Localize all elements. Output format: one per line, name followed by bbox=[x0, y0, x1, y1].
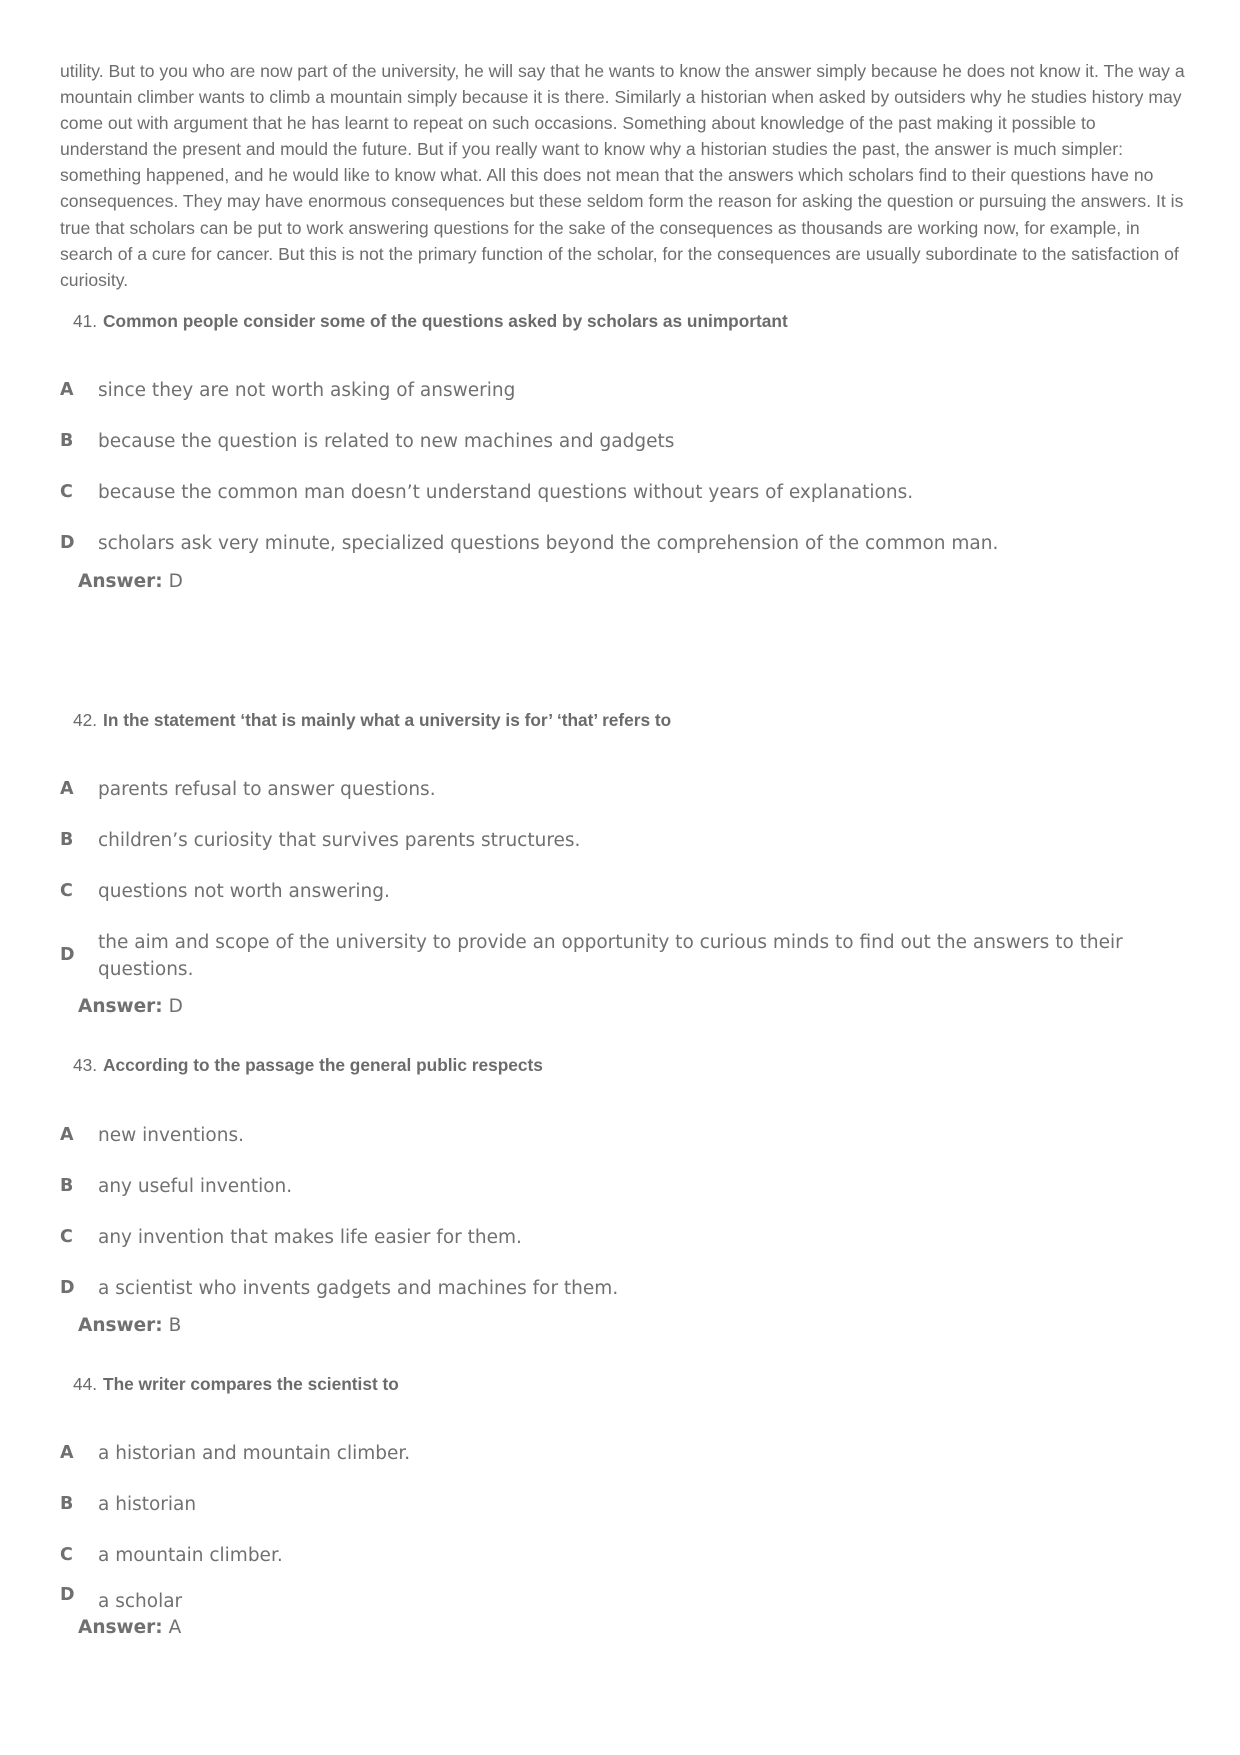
option-text: questions not worth answering. bbox=[98, 881, 390, 902]
option-letter: B bbox=[60, 1176, 74, 1196]
option-letter: A bbox=[60, 1443, 74, 1463]
option-text: new inventions. bbox=[98, 1125, 244, 1146]
option-letter: B bbox=[60, 1494, 74, 1514]
option-letter: A bbox=[60, 1125, 74, 1145]
answer-44 bbox=[78, 1617, 181, 1638]
option-letter: C bbox=[60, 881, 73, 901]
question-text: In the statement ‘that is mainly what a university is for’ ‘that’ refers to bbox=[103, 710, 672, 730]
option-letter: B bbox=[60, 431, 74, 451]
option-text: since they are not worth asking of answering bbox=[98, 380, 516, 401]
option-42-a[interactable] bbox=[60, 776, 1170, 803]
option-text: scholars ask very minute, specialized questions beyond the comprehension of the common man. bbox=[98, 533, 999, 554]
option-text: because the common man doesn’t understand questions without years of explanations. bbox=[98, 482, 914, 503]
option-letter: A bbox=[60, 779, 74, 799]
answer-label: Answer: bbox=[78, 1315, 163, 1336]
option-41-d[interactable] bbox=[60, 530, 1170, 557]
option-letter: C bbox=[60, 1545, 73, 1565]
option-42-b[interactable] bbox=[60, 827, 1170, 854]
option-letter: D bbox=[60, 945, 75, 965]
answer-value: A bbox=[168, 1617, 182, 1638]
option-44-a[interactable] bbox=[60, 1440, 1170, 1467]
option-text: the aim and scope of the university to provide an opportunity to curious minds to find out the answers to their questions. bbox=[98, 932, 1123, 980]
option-41-b[interactable] bbox=[60, 428, 1170, 455]
option-text: a historian bbox=[98, 1494, 197, 1515]
question-number: 42. bbox=[73, 710, 98, 730]
question-number: 43. bbox=[73, 1055, 98, 1075]
option-text: because the question is related to new machines and gadgets bbox=[98, 431, 675, 452]
option-44-b[interactable] bbox=[60, 1491, 1170, 1518]
answer-label: Answer: bbox=[78, 1617, 163, 1638]
option-text: a scientist who invents gadgets and machines for them. bbox=[98, 1278, 619, 1299]
question-number: 41. bbox=[73, 311, 98, 331]
answer-43 bbox=[78, 1315, 181, 1336]
answer-41 bbox=[78, 571, 183, 592]
option-41-a[interactable] bbox=[60, 377, 1170, 404]
option-text: a mountain climber. bbox=[98, 1545, 283, 1566]
option-43-a[interactable] bbox=[60, 1122, 1170, 1149]
option-44-c[interactable] bbox=[60, 1542, 1170, 1569]
answer-value: D bbox=[168, 571, 183, 592]
option-letter: D bbox=[60, 533, 75, 553]
question-41 bbox=[73, 311, 788, 332]
option-text: any invention that makes life easier for them. bbox=[98, 1227, 522, 1248]
option-text: a scholar bbox=[98, 1591, 183, 1612]
answer-value: B bbox=[168, 1315, 182, 1336]
option-43-d[interactable] bbox=[60, 1275, 1170, 1302]
question-43 bbox=[73, 1055, 543, 1076]
option-text: parents refusal to answer questions. bbox=[98, 779, 436, 800]
answer-label: Answer: bbox=[78, 996, 163, 1017]
option-letter: C bbox=[60, 1227, 73, 1247]
option-letter: D bbox=[60, 1278, 75, 1298]
question-44 bbox=[73, 1374, 399, 1395]
option-42-d[interactable] bbox=[60, 929, 1170, 983]
answer-value: D bbox=[168, 996, 183, 1017]
question-42 bbox=[73, 710, 671, 731]
option-letter: A bbox=[60, 380, 74, 400]
question-text: Common people consider some of the questions asked by scholars as unimportant bbox=[103, 311, 788, 331]
option-43-b[interactable] bbox=[60, 1173, 1170, 1200]
option-text: a historian and mountain climber. bbox=[98, 1443, 411, 1464]
question-text: According to the passage the general public respects bbox=[103, 1055, 543, 1075]
option-43-c[interactable] bbox=[60, 1224, 1170, 1251]
answer-label: Answer: bbox=[78, 571, 163, 592]
option-41-c[interactable] bbox=[60, 479, 1170, 506]
answer-42 bbox=[78, 996, 183, 1017]
question-number: 44. bbox=[73, 1374, 98, 1394]
question-text: The writer compares the scientist to bbox=[103, 1374, 399, 1394]
option-letter: D bbox=[60, 1585, 75, 1605]
option-text: children’s curiosity that survives parents structures. bbox=[98, 830, 581, 851]
option-letter: C bbox=[60, 482, 73, 502]
option-text: any useful invention. bbox=[98, 1176, 293, 1197]
option-44-d[interactable] bbox=[60, 1585, 1170, 1615]
passage-text: utility. But to you who are now part of the university, he will say that he wants to know the answer simply because he does not know it. The way a mountain climber wants to climb a mountain simply because it is there. Similarly a historian when asked by outsiders why he studies history may come out with argument that he has learnt to repeat on such occasions. Something about knowledge of the past making it possible to understand the present and mould the future. But if you really want to know why a historian studies the past, the answer is much simpler: something happened, and he would like to know what. All this does not mean that the answers which scholars find to their questions have no consequences. They may have enormous consequences but these seldom form the reason for asking the question or pursuing the answers. It is true that scholars can be put to work answering questions for the sake of the consequences as thousands are working now, for example, in search of a cure for cancer. But this is not the primary function of the scholar, for the consequences are usually subordinate to the satisfaction of curiosity. bbox=[60, 61, 1185, 290]
option-42-c[interactable] bbox=[60, 878, 1170, 905]
option-letter: B bbox=[60, 830, 74, 850]
